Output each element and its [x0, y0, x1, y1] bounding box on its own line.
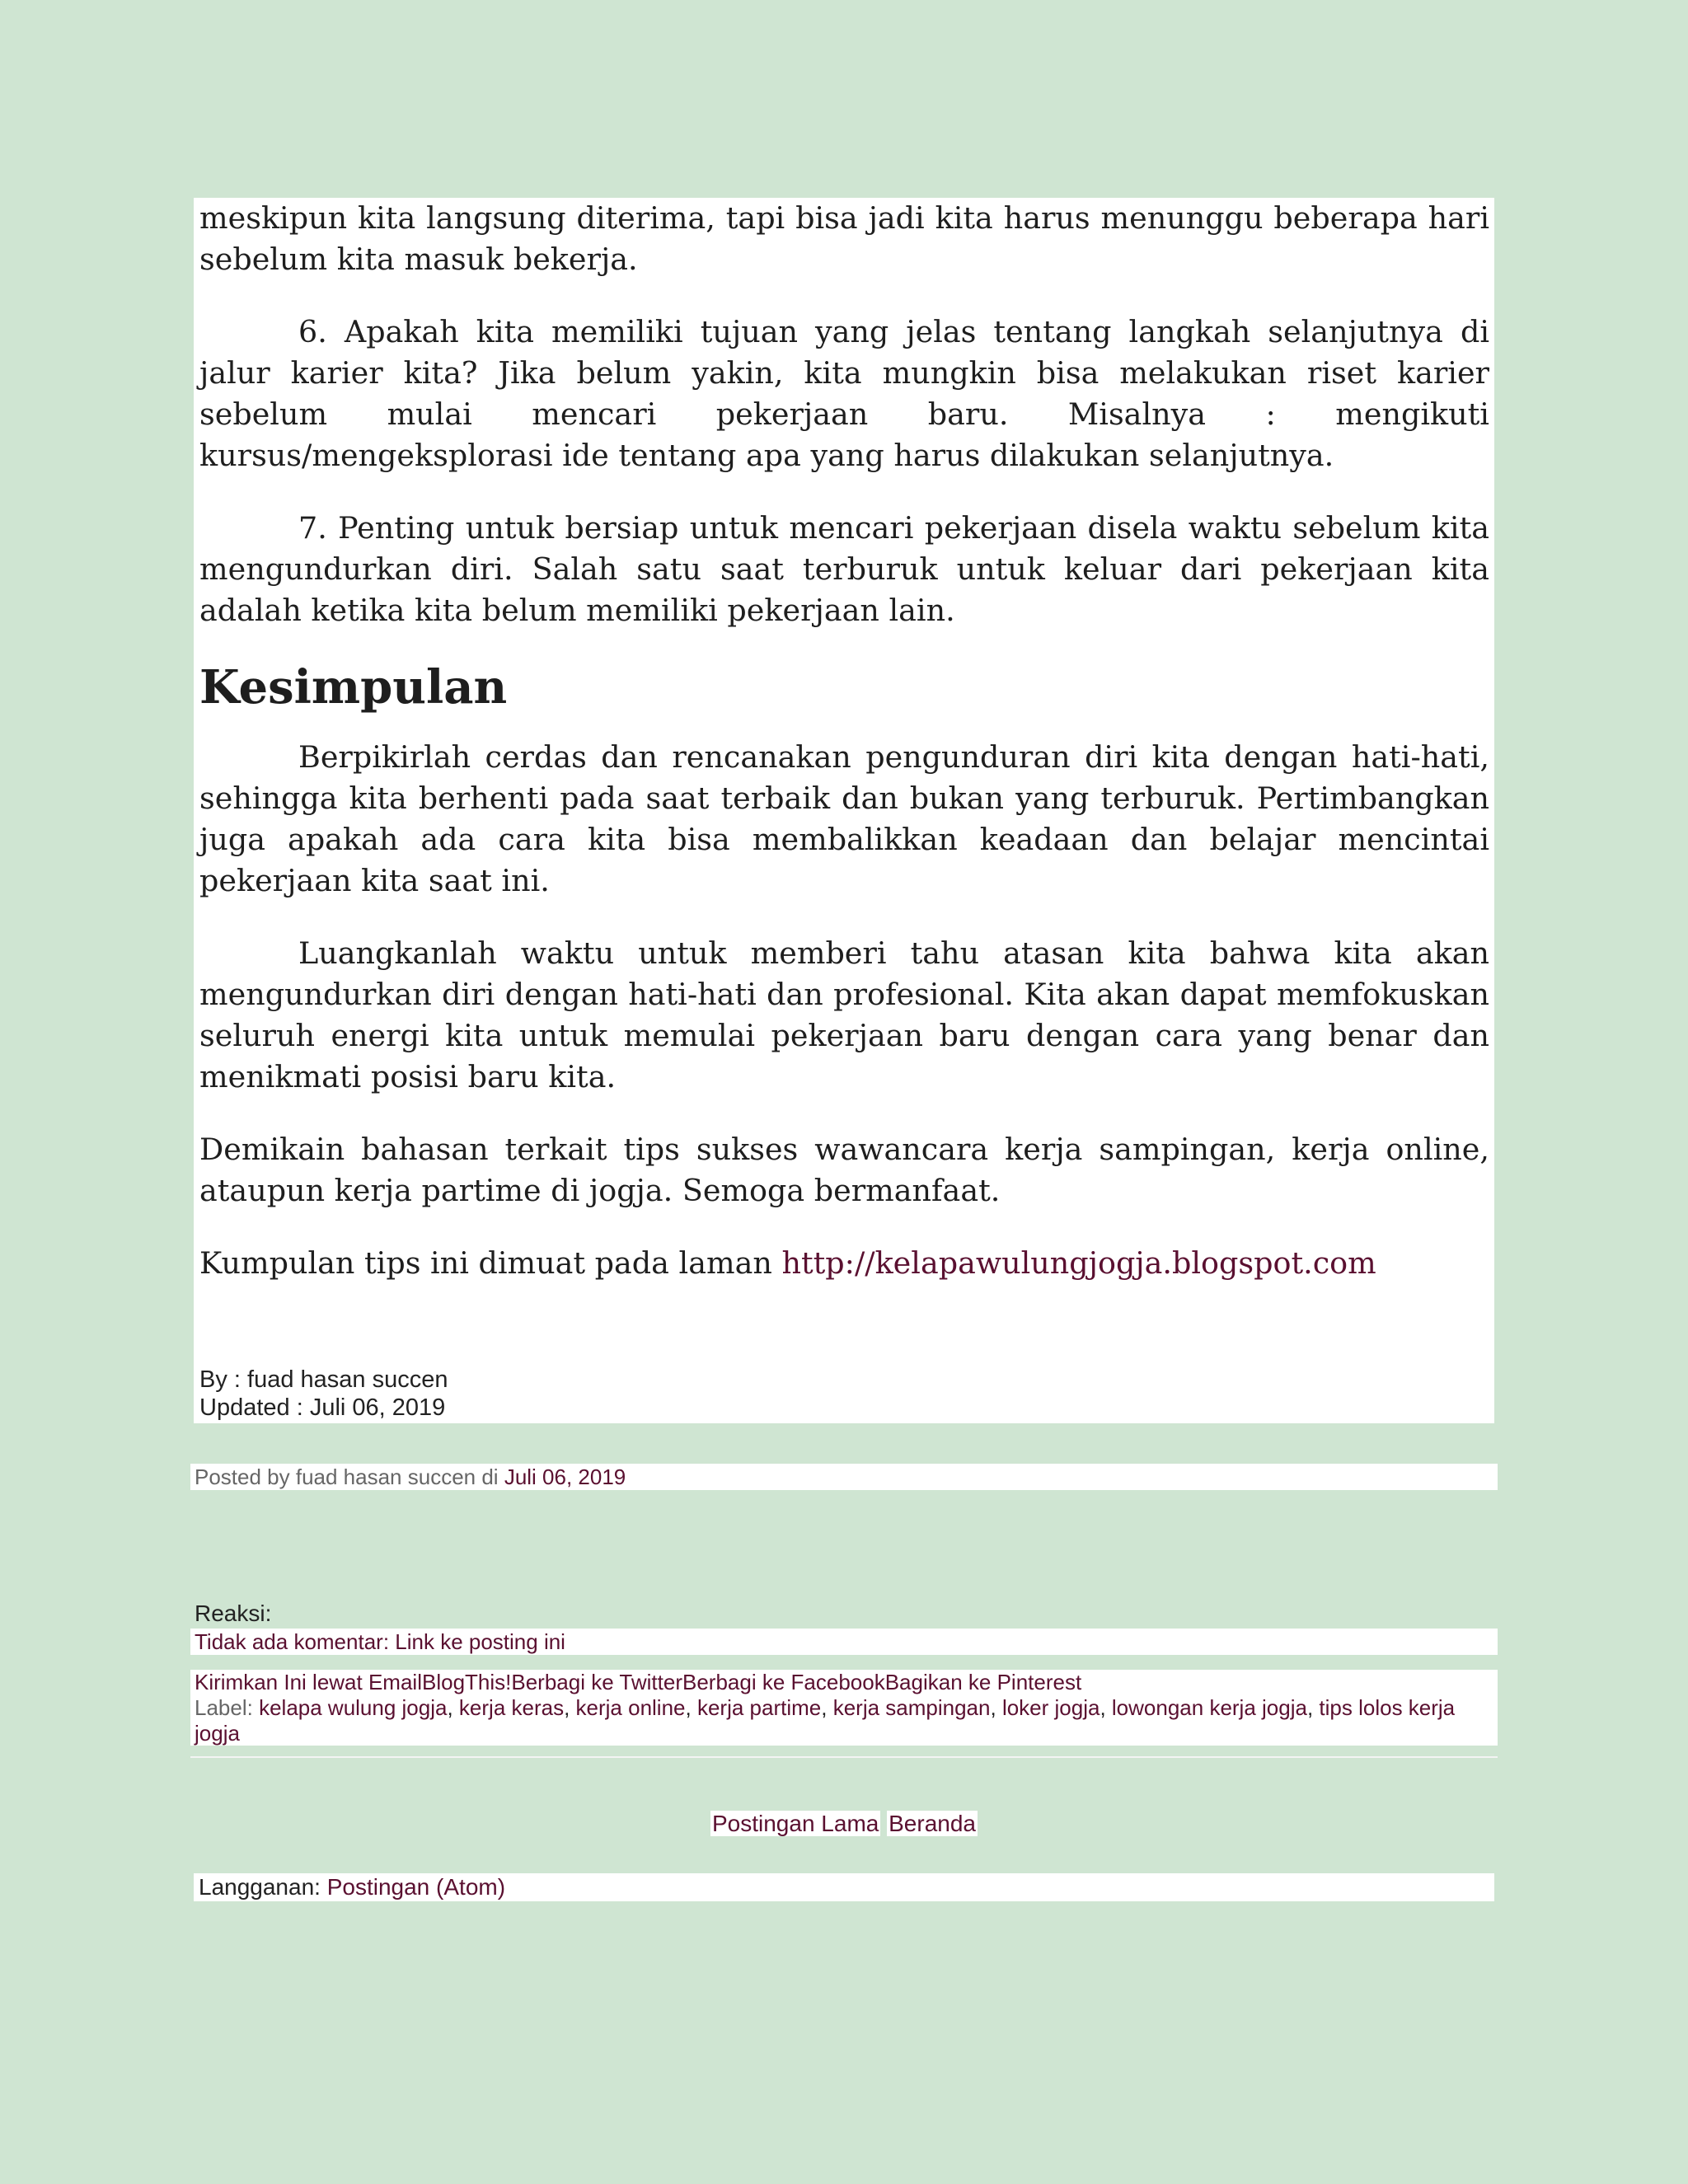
- feed-links: [194, 1873, 1494, 1901]
- post-body: [194, 198, 1494, 1423]
- paragraph: [199, 1243, 1489, 1284]
- label-link[interactable]: lowongan kerja jogja: [1111, 1695, 1307, 1720]
- label-link[interactable]: tips lolos kerja jogja: [195, 1695, 1456, 1746]
- share-buttons: [195, 1670, 1493, 1695]
- paragraph: Demikain bahasan terkait tips sukses wawancara kerja sampingan, kerja online, ataupun kerja partime di jogja. Semoga bermanfaat.: [199, 1132, 1489, 1208]
- byline-author: By : fuad hasan succen: [199, 1366, 448, 1393]
- blogthis-link[interactable]: BlogThis!: [421, 1670, 512, 1694]
- label-link[interactable]: kerja keras: [458, 1695, 565, 1720]
- label-link[interactable]: kerja partime: [696, 1695, 822, 1720]
- share-email-link[interactable]: Kirimkan Ini lewat Email: [195, 1670, 422, 1694]
- paragraph: Berpikirlah cerdas dan rencanakan pengunduran diri kita dengan hati-hati, sehingga kita berhenti pada saat terbaik dan bukan yang terburuk. Pertimbangkan juga apakah ada cara kita bisa membalikkan keadaan dan belajar mencintai pekerjaan kita saat ini.: [199, 739, 1489, 898]
- label-link[interactable]: kerja online: [575, 1695, 686, 1720]
- older-posts-link[interactable]: Postingan Lama: [711, 1811, 879, 1836]
- byline-updated: Updated : Juli 06, 2019: [199, 1394, 446, 1421]
- section-heading: Kesimpulan: [199, 660, 508, 715]
- share-twitter-link[interactable]: Berbagi ke Twitter: [511, 1670, 682, 1694]
- post-labels: Label: kelapa wulung jogja, kerja keras, kerja online, kerja partime, kerja sampingan, loker jogja, lowongan kerja jogja, tips lolos kerja jogja: [195, 1695, 1456, 1746]
- labels-prefix: Label:: [195, 1695, 260, 1720]
- subscribe-label: Langganan:: [199, 1874, 327, 1900]
- paragraph: Luangkanlah waktu untuk memberi tahu atasan kita bahwa kita akan mengundurkan diri dengan hati-hati dan profesional. Kita akan dapat memfokuskan seluruh energi kita untuk memulai pekerjaan baru dengan cara yang benar dan menikmati posisi baru kita.: [199, 935, 1489, 1094]
- share-facebook-link[interactable]: Berbagi ke Facebook: [682, 1670, 885, 1694]
- reactions-label: Reaksi:: [195, 1601, 272, 1626]
- label-link[interactable]: kerja sampingan: [832, 1695, 991, 1720]
- post-meta: [190, 1464, 1498, 1490]
- atom-feed-link[interactable]: Postingan (Atom): [326, 1874, 506, 1900]
- blog-url-link[interactable]: http://kelapawulungjogja.blogspot.com: [781, 1245, 1376, 1281]
- blog-pager: [0, 1810, 1688, 1838]
- comments-link[interactable]: Tidak ada komentar:: [195, 1629, 396, 1654]
- paragraph: 7. Penting untuk bersiap untuk mencari pekerjaan disela waktu sebelum kita mengundurkan diri. Salah satu saat terburuk untuk keluar dari pekerjaan kita adalah ketika kita belum memiliki pekerjaan lain.: [199, 510, 1489, 628]
- byline: [199, 1366, 448, 1422]
- posted-by-text: Posted by fuad hasan succen di: [195, 1465, 504, 1489]
- comments-row: [190, 1629, 1498, 1655]
- label-link[interactable]: loker jogja: [1001, 1695, 1100, 1720]
- paragraph: meskipun kita langsung diterima, tapi bisa jadi kita harus menunggu beberapa hari sebelum kita masuk bekerja.: [199, 200, 1489, 277]
- paragraph: 6. Apakah kita memiliki tujuan yang jelas tentang langkah selanjutnya di jalur karier kita? Jika belum yakin, kita mungkin bisa melakukan riset karier sebelum mulai mencari pekerjaan baru. Misalnya : mengikuti kursus/mengeksplorasi ide tentang apa yang harus dilakukan selanjutnya.: [199, 314, 1489, 473]
- home-link[interactable]: Beranda: [889, 1811, 976, 1836]
- divider: [190, 1756, 1498, 1758]
- post-date-link[interactable]: Juli 06, 2019: [504, 1465, 626, 1489]
- paragraph-text: Kumpulan tips ini dimuat pada laman: [199, 1245, 782, 1281]
- label-link[interactable]: kelapa wulung jogja: [259, 1695, 448, 1720]
- share-and-labels: [190, 1670, 1498, 1746]
- permalink[interactable]: Link ke posting ini: [395, 1629, 565, 1654]
- share-pinterest-link[interactable]: Bagikan ke Pinterest: [884, 1670, 1082, 1694]
